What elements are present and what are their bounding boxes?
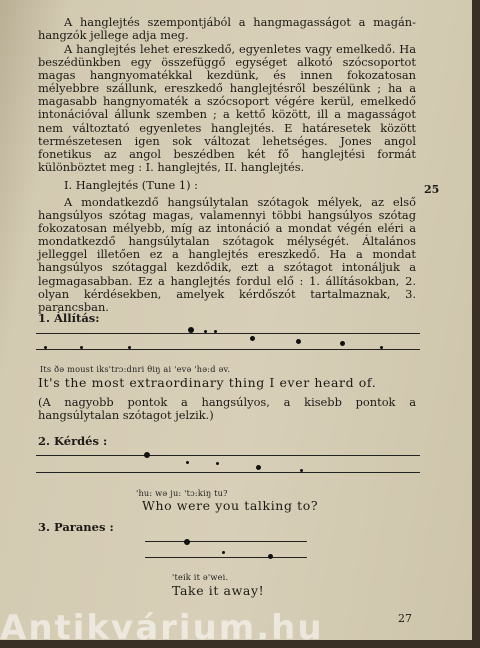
example-heading-command: 3. Paranes :: [38, 520, 114, 534]
paragraph-tune-1: A mondatkezdő hangsúlytalan szótagok mélyek, az első hangsúlyos szótag magas, valamennyi többi hangsúlyos szótag fokozatosan mélyebb, míg az intonáció a mondat végén eléri a mondatkezdő hangsúlytalan szótagok mélységét. Általános jelleggel illetően ez a hanglejtés ereszkedő. Ha a mondat hangsúlyos szótaggal kezdődik, ezt a szótagot intonáljuk a legmagasabban. Ez a hanglejtés fordul elő : 1. állításokban, 2. olyan kérdésekben, amelyek kérdőszót tartalmaznak, 3. parancsban.: [38, 195, 416, 314]
staff-line-top: [145, 541, 307, 542]
dot-size-note: (A nagyobb pontok a hangsúlyos, a kisebb pontok a hangsúlytalan szótagot jelzik.): [38, 395, 416, 423]
unstressed-dot: [380, 346, 383, 349]
staff-line-bottom: [36, 472, 420, 473]
example-heading-statement: 1. Állítás:: [38, 311, 100, 325]
example-sentence: It's the most extraordinary thing I ever heard of.: [38, 375, 377, 390]
staff-line-top: [36, 455, 420, 456]
unstressed-dot: [300, 469, 303, 472]
example-sentence: Take it away!: [172, 583, 265, 598]
stressed-dot: [340, 341, 345, 346]
stressed-dot: [296, 339, 301, 344]
stressed-dot: [250, 336, 255, 341]
example-heading-question: 2. Kérdés :: [38, 434, 108, 448]
unstressed-dot: [214, 330, 217, 333]
staff-line-bottom: [145, 557, 307, 558]
stressed-dot: [268, 554, 273, 559]
stressed-dot: [144, 452, 150, 458]
phonetic-transcription: Its ðə moust iks'trɔ:dnri θiŋ ai 'evə 'hə:d əv.: [40, 364, 231, 374]
stressed-dot: [188, 327, 194, 333]
stressed-dot: [256, 465, 261, 470]
unstressed-dot: [44, 346, 47, 349]
unstressed-dot: [80, 346, 83, 349]
watermark: Antikvárium.hu: [0, 608, 324, 648]
margin-number: 25: [424, 183, 440, 196]
example-sentence: Who were you talking to?: [142, 498, 319, 513]
unstressed-dot: [222, 551, 225, 554]
phonetic-transcription: 'teik it ə'wei.: [172, 572, 229, 582]
paragraph-intonation-types: A hanglejtés lehet ereszkedő, egyenletes vagy emelkedő. Ha beszédünkben egy összefüggő egységet alkotó szócsoportot magas hangnyomatékkal kezdünk, és innen fokozatosan mélyebbre szállunk, ereszkedő hanglejtésről beszélünk ; ha a magasabb hangnyomaték a szócsoport végére kerül, emelkedő intonációval állunk szemben ; a kettő között, ill a magasságot nem változtató egyenletes hanglejtés. E határesetek között természetesen igen sok változat lehetséges. Jones angol fonetikus az angol beszédben két fő hanglejtési formát különböztet meg : I. hanglejtés, II. hanglejtés.: [38, 42, 416, 174]
page-number: 27: [398, 612, 412, 625]
unstressed-dot: [128, 346, 131, 349]
phonetic-transcription: 'hu: wə ju: 'tɔ:kiŋ tu?: [136, 488, 228, 498]
section-title-tune-1: I. Hanglejtés (Tune 1) :: [64, 178, 199, 192]
stressed-dot: [184, 539, 190, 545]
paragraph-intro: A hanglejtés szempontjából a hangmagasságot a magán-hangzók jellege adja meg.: [38, 15, 416, 43]
unstressed-dot: [204, 330, 207, 333]
staff-line-bottom: [36, 349, 420, 350]
unstressed-dot: [186, 461, 189, 464]
staff-line-top: [36, 333, 420, 334]
unstressed-dot: [216, 462, 219, 465]
